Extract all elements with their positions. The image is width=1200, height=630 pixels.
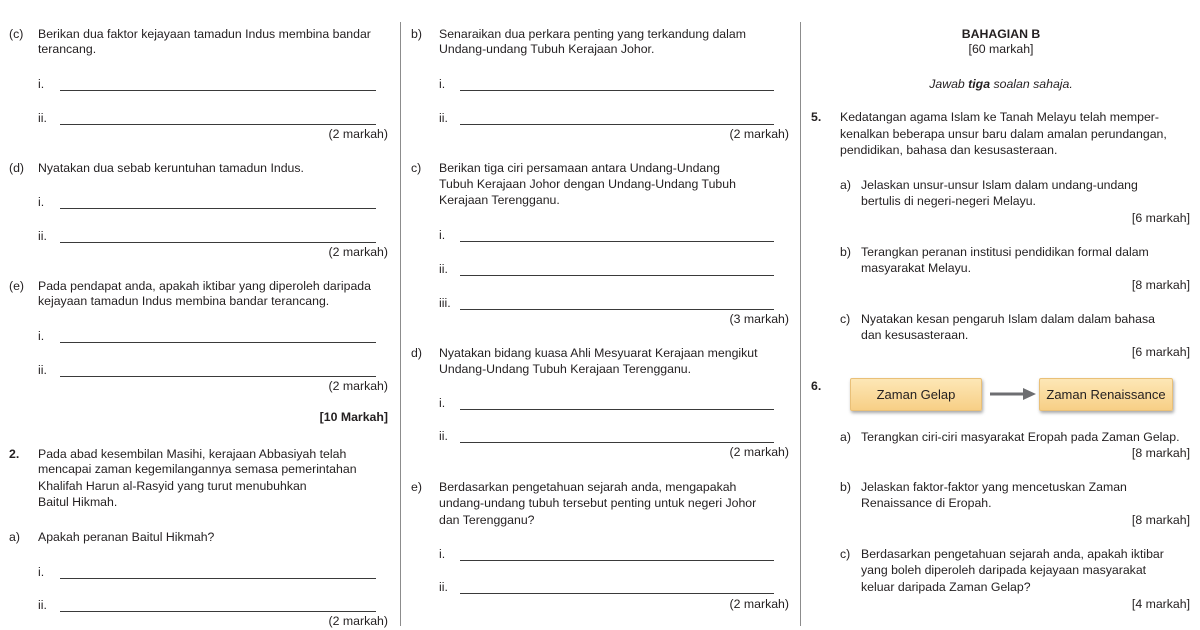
answer-label-ii: ii.	[439, 111, 448, 125]
question-b-number: b)	[411, 27, 422, 41]
answer-line[interactable]	[460, 560, 774, 561]
answer-line[interactable]	[460, 241, 774, 242]
question-6b-text-line1: Jelaskan faktor-faktor yang mencetuskan Zaman	[861, 480, 1127, 494]
column-middle	[401, 0, 799, 630]
answer-label-ii: ii.	[439, 580, 448, 594]
question-e-number: (e)	[9, 279, 25, 293]
question-c-text-line3: Kerajaan Terengganu.	[439, 193, 560, 207]
question-c-text-line1: Berikan tiga ciri persamaan antara Undang-Undang	[439, 161, 720, 175]
question-2-text-line3: Khalifah Harun al-Rasyid yang turut menubuhkan	[38, 479, 307, 493]
marks-label: (2 markah)	[328, 245, 388, 259]
question-c-number: c)	[411, 161, 422, 175]
question-2-text-line1: Pada abad kesembilan Masihi, kerajaan Abbasiyah telah	[38, 447, 347, 461]
question-e-number: e)	[411, 480, 422, 494]
answer-line[interactable]	[60, 342, 376, 343]
question-2a-text: Apakah peranan Baitul Hikmah?	[38, 530, 215, 544]
answer-line[interactable]	[460, 593, 774, 594]
question-5-text-line2: kenalkan beberapa unsur baru dalam amalan perundangan,	[840, 127, 1167, 141]
marks-label: (2 markah)	[328, 127, 388, 141]
question-6c-text-line2: yang boleh diperoleh daripada kejayaan masyarakat	[861, 563, 1147, 577]
marks-label: [6 markah]	[1131, 345, 1190, 359]
marks-label: (2 markah)	[729, 127, 789, 141]
answer-line[interactable]	[60, 90, 376, 91]
question-5a-text-line1: Jelaskan unsur-unsur Islam dalam undang-undang	[861, 178, 1138, 192]
question-6a-number: a)	[840, 430, 851, 444]
answer-line[interactable]	[460, 309, 774, 310]
question-d-text-line2: Undang-Undang Tubuh Kerajaan Terengganu.	[439, 362, 692, 376]
box-zaman-renaissance: Zaman Renaissance	[1039, 378, 1173, 411]
arrow-right-icon	[989, 386, 1037, 402]
question-e-text-line1: Berdasarkan pengetahuan sejarah anda, mengapakah	[439, 480, 737, 494]
question-d-text: Nyatakan dua sebab keruntuhan tamadun Indus.	[38, 161, 304, 175]
question-5b-number: b)	[840, 245, 851, 259]
answer-line[interactable]	[60, 208, 376, 209]
question-d-text-line1: Nyatakan bidang kuasa Ahli Mesyuarat Kerajaan mengikut	[439, 346, 758, 360]
question-6b-text-line2: Renaissance di Eropah.	[861, 496, 992, 510]
answer-label-i: i.	[439, 77, 446, 91]
answer-label-ii: ii.	[38, 111, 47, 125]
marks-label: [8 markah]	[1131, 513, 1190, 527]
instruction-text: Jawab tiga soalan sahaja.	[929, 77, 1073, 91]
question-6c-text-line3: keluar daripada Zaman Gelap?	[861, 580, 1031, 594]
question-e-text-line1: Pada pendapat anda, apakah iktibar yang diperoleh daripada	[38, 279, 371, 293]
answer-line[interactable]	[60, 242, 376, 243]
marks-label: (2 markah)	[328, 379, 388, 393]
question-c-text-line2: Tubuh Kerajaan Johor dengan Undang-Undang Tubuh	[439, 177, 736, 191]
question-c-number: (c)	[9, 27, 24, 41]
box-zaman-gelap: Zaman Gelap	[850, 378, 982, 411]
question-5b-text-line1: Terangkan peranan institusi pendidikan formal dalam	[861, 245, 1149, 259]
answer-line[interactable]	[60, 578, 376, 579]
question-c-text-line2: terancang.	[38, 42, 97, 56]
answer-line[interactable]	[60, 611, 376, 612]
question-5c-text-line1: Nyatakan kesan pengaruh Islam dalam dalam bahasa	[861, 312, 1155, 326]
answer-line[interactable]	[460, 90, 774, 91]
question-c-text-line1: Berikan dua faktor kejayaan tamadun Indus membina bandar	[38, 27, 371, 41]
answer-label-i: i.	[38, 195, 45, 209]
question-5c-number: c)	[840, 312, 851, 326]
question-2-text-line2: mencapai zaman kegemilangannya semasa pemerintahan	[38, 462, 357, 476]
marks-label: [8 markah]	[1131, 278, 1190, 292]
answer-label-i: i.	[439, 547, 446, 561]
answer-line[interactable]	[460, 409, 774, 410]
answer-label-i: i.	[38, 329, 45, 343]
marks-label: [4 markah]	[1131, 597, 1190, 611]
question-e-text-line3: dan Terengganu?	[439, 513, 535, 527]
marks-label: [6 markah]	[1131, 211, 1190, 225]
answer-label-iii: iii.	[439, 296, 451, 310]
question-5-text-line3: pendidikan, bahasa dan kesusasteraan.	[840, 143, 1058, 157]
question-5-number: 5.	[811, 110, 822, 124]
column-right	[801, 0, 1200, 630]
question-b-text-line2: Undang-undang Tubuh Kerajaan Johor.	[439, 42, 655, 56]
section-heading-marks: [60 markah]	[968, 42, 1034, 56]
question-2a-number: a)	[9, 530, 20, 544]
question-5a-text-line2: bertulis di negeri-negeri Melayu.	[861, 194, 1036, 208]
marks-label: (2 markah)	[729, 597, 789, 611]
answer-label-ii: ii.	[439, 429, 448, 443]
question-5c-text-line2: dan kesusasteraan.	[861, 328, 969, 342]
section-heading: BAHAGIAN B	[961, 27, 1041, 41]
question-5a-number: a)	[840, 178, 851, 192]
question-e-text-line2: kejayaan tamadun Indus membina bandar terancang.	[38, 294, 330, 308]
question-6b-number: b)	[840, 480, 851, 494]
answer-label-ii: ii.	[38, 598, 47, 612]
question-6c-number: c)	[840, 547, 851, 561]
answer-label-ii: ii.	[38, 363, 47, 377]
answer-line[interactable]	[60, 124, 376, 125]
question-2-number: 2.	[9, 447, 20, 461]
section-total-marks: [10 Markah]	[319, 410, 388, 424]
marks-label: [8 markah]	[1131, 446, 1190, 460]
question-5b-text-line2: masyarakat Melayu.	[861, 261, 972, 275]
question-6-number: 6.	[811, 379, 822, 393]
question-e-text-line2: undang-undang tubuh tersebut penting untuk negeri Johor	[439, 496, 757, 510]
question-d-number: d)	[411, 346, 422, 360]
answer-label-i: i.	[439, 396, 446, 410]
marks-label: (2 markah)	[729, 445, 789, 459]
answer-label-i: i.	[439, 228, 446, 242]
question-6a-text: Terangkan ciri-ciri masyarakat Eropah pada Zaman Gelap.	[861, 430, 1180, 444]
answer-label-i: i.	[38, 77, 45, 91]
answer-line[interactable]	[460, 275, 774, 276]
marks-label: (2 markah)	[328, 614, 388, 628]
answer-label-ii: ii.	[38, 229, 47, 243]
answer-line[interactable]	[460, 442, 774, 443]
marks-label: (3 markah)	[729, 312, 789, 326]
question-b-text-line1: Senaraikan dua perkara penting yang terkandung dalam	[439, 27, 746, 41]
answer-line[interactable]	[60, 376, 376, 377]
answer-line[interactable]	[460, 124, 774, 125]
column-left	[0, 0, 399, 630]
question-d-number: (d)	[9, 161, 25, 175]
answer-label-i: i.	[38, 565, 45, 579]
question-5-text-line1: Kedatangan agama Islam ke Tanah Melayu telah memper-	[840, 110, 1159, 124]
question-2-text-line4: Baitul Hikmah.	[38, 495, 118, 509]
answer-label-ii: ii.	[439, 262, 448, 276]
question-6c-text-line1: Berdasarkan pengetahuan sejarah anda, apakah iktibar	[861, 547, 1164, 561]
